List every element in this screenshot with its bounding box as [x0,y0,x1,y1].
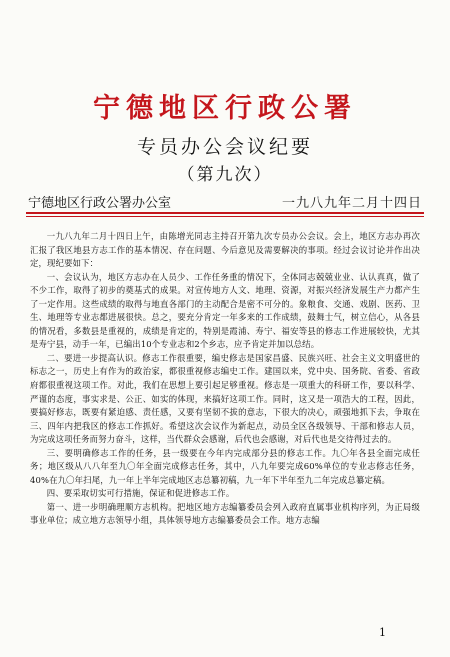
paragraph-4: 四、要采取切实可行措施，保证和促进修志工作。 [46,488,235,499]
paragraph-2: 二、要进一步提高认识。修志工作很重要，编史修志是国家昌盛、民族兴旺、社会主义文明盛世的标志之一，历史上有作为的政治家，都很重视修志编史工作。建国以来，党中央、国务院、省委、省政府都很重视这项工作。对此，我们在思想上要引起足够重视。修志是一项重大的科研工作，要以科学、严谨的态度，事实求是、公正、如实的体现，来搞好这项工作。同时，这又是一项浩大的工程，因此，要搞好修志，既要有紧迫感、责任感，又要有坚韧不拔的意志，下很大的决心，顽强地抓下去，争取在三、四年内把我区的修志工作抓好。希望这次会议作为新起点，动员全区各级领导、干部和修志人员，为完成这项任务而努力奋斗，这样，当代群众会感谢，后代也会感谢，对后代也是交待得过去的。 [30,352,420,445]
session-number: （第九次） [177,165,273,185]
page-number: 1 [379,626,386,639]
paragraph-intro: 一九八九年二月十四日上午，由陈增光同志主持召开第九次专员办公会议。会上，地区方志办再次汇报了我区地县方志工作的基本情况、存在问题、今后意见及需要解决的事项。经过会议讨论并作出决定，现纪要如下： [30,231,420,269]
issuer-name: 宁德地区行政公署办公室 [28,196,172,211]
paragraph-1: 一、会议认为，地区方志办在人员少、工作任务重的情况下，全体同志兢兢业业、认认真真，做了不少工作，取得了初步的奠基式的成果。对宣传地方人文、地理、资源，对振兴经济发展生产力都产生了一定作用。这些成绩的取得与地直各部门的主动配合是密不可分的。象粮食、交通、戏剧、医药、卫生、地理等专业志都进展很快。总之，要充分肯定一年多来的工作成绩，鼓舞士气，树立信心，从各县的情况看，多数县是重视的，成绩是肯定的，特别是霞浦、寿宁、福安等县的修志工作进展较快，尤其是寿宁县，动手一年，已编出10个专业志和2个乡志，应予肯定并加以总结。 [30,271,420,350]
body-text [30,230,420,528]
paragraph-5: 第一、进一步明确理顺方志机构。把地区地方志编纂委员会列入政府直属事业机构序列，为正局级事业单位；成立地方志领导小组，具体领导地方志编纂委员会工作。地方志编 [30,501,420,526]
issuer-line [28,192,422,210]
header-rule-thin [26,216,424,217]
document-type-title: 专员办公会议纪要 [136,136,313,158]
paragraph-3: 三、要明确修志工作的任务，县一级要在今年内完成部分县的修志工作。九〇年各县全面完成任务；地区级从八八年至九〇年全面完成修志任务，其中，八九年要完成60%单位的专业志修志任务，40%在九〇年扫尾，九一年上半年完成地区志总纂初稿，九一年下半年至九二年完成总纂定稿。 [30,447,420,485]
org-title: 宁德地区行政公署 [93,93,357,124]
issue-date: 一九八九年二月十四日 [281,196,422,211]
header-rule-thick [26,212,424,214]
